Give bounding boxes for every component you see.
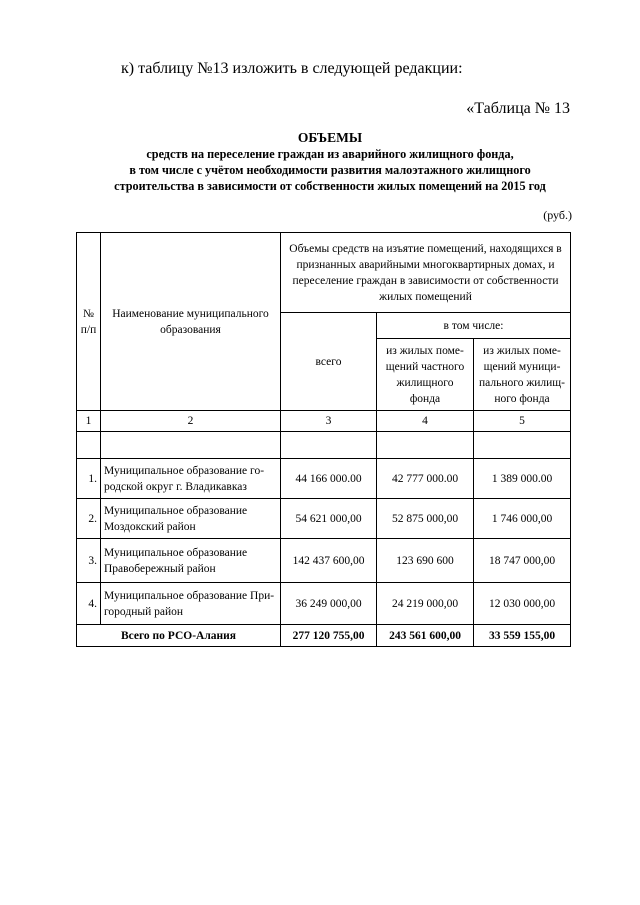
header-private: из жилых поме-щений частного жилищного фонда [377, 339, 474, 411]
totals-row [77, 625, 571, 647]
spacer-row [77, 432, 571, 459]
table-row [77, 539, 571, 583]
header-name: Наименование муниципального образования [101, 233, 281, 411]
column-number: 4 [377, 411, 474, 432]
column-number: 2 [101, 411, 281, 432]
row-name: Муниципальное образование Правобережный район [101, 539, 281, 583]
header-group: Объемы средств на изъятие помещений, находящихся в признанных аварийными многоквартирных домах, и переселение граждан в зависимости от собственности жилых помещений [281, 233, 571, 313]
header-total: всего [281, 313, 377, 411]
row-total: 36 249 000,00 [281, 583, 377, 625]
header-municipal: из жилых поме-щений муници-пального жилищ-ного фонда [474, 339, 571, 411]
row-municipal: 12 030 000,00 [474, 583, 571, 625]
row-name: Муниципальное образование Моздокский район [101, 499, 281, 539]
totals-label: Всего по РСО-Алания [77, 625, 281, 647]
row-private: 52 875 000,00 [377, 499, 474, 539]
heading-title: ОБЪЕМЫ [297, 130, 363, 145]
table-row [77, 499, 571, 539]
row-num: 3. [77, 539, 101, 583]
totals-private: 243 561 600,00 [377, 625, 474, 647]
heading-line-3: строительства в зависимости от собственности жилых помещений на 2015 год [114, 179, 546, 193]
intro-text: к) таблицу №13 изложить в следующей редакции: [121, 60, 463, 77]
row-num: 2. [77, 499, 101, 539]
totals-municipal: 33 559 155,00 [474, 625, 571, 647]
row-num: 1. [77, 459, 101, 499]
table-row [77, 459, 571, 499]
funding-table [76, 232, 571, 647]
unit-label: (руб.) [543, 208, 572, 222]
table-row [77, 583, 571, 625]
column-number: 1 [77, 411, 101, 432]
row-num: 4. [77, 583, 101, 625]
row-private: 24 219 000,00 [377, 583, 474, 625]
row-total: 54 621 000,00 [281, 499, 377, 539]
header-num: № п/п [77, 233, 101, 411]
row-total: 44 166 000.00 [281, 459, 377, 499]
row-municipal: 1 746 000,00 [474, 499, 571, 539]
row-name: Муниципальное образование го-родской округ г. Владикавказ [101, 459, 281, 499]
row-private: 123 690 600 [377, 539, 474, 583]
row-private: 42 777 000.00 [377, 459, 474, 499]
heading-line-2: в том числе с учётом необходимости развития малоэтажного жилищного [129, 163, 531, 177]
column-number: 5 [474, 411, 571, 432]
table-label: «Таблица № 13 [466, 100, 570, 117]
row-municipal: 18 747 000,00 [474, 539, 571, 583]
header-including: в том числе: [377, 313, 571, 339]
heading-line-1: средств на переселение граждан из аварийного жилищного фонда, [146, 147, 514, 161]
row-municipal: 1 389 000.00 [474, 459, 571, 499]
row-name: Муниципальное образование При-городный район [101, 583, 281, 625]
row-total: 142 437 600,00 [281, 539, 377, 583]
column-number: 3 [281, 411, 377, 432]
totals-total: 277 120 755,00 [281, 625, 377, 647]
